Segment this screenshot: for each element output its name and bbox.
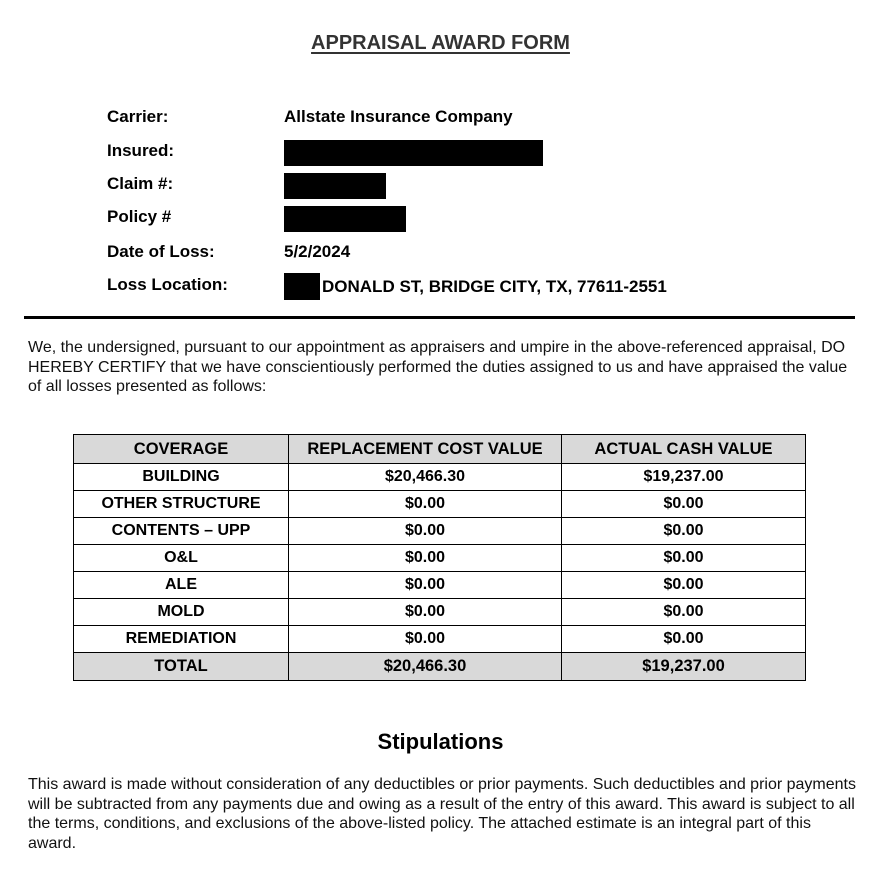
- coverage-cell: OTHER STRUCTURE: [74, 491, 289, 518]
- certify-paragraph: We, the undersigned, pursuant to our appointment as appraisers and umpire in the above-referenced appraisal, DO HEREBY CERTIFY that we have conscientiously performed the duties assigned to us and have appraised the value of all losses presented as follows:: [28, 339, 848, 395]
- location-redaction: [284, 273, 320, 300]
- date-label: Date of Loss:: [107, 242, 215, 261]
- table-header-row: [74, 435, 806, 464]
- insured-row: [107, 140, 807, 164]
- rcv-cell: $0.00: [289, 545, 562, 572]
- location-row: [107, 274, 807, 298]
- coverage-cell: MOLD: [74, 599, 289, 626]
- total-rcv-cell: $20,466.30: [289, 653, 562, 681]
- insured-label: Insured:: [107, 141, 175, 160]
- carrier-row: [107, 106, 807, 130]
- header-acv: ACTUAL CASH VALUE: [562, 435, 806, 464]
- policy-row: [107, 206, 807, 230]
- acv-cell: $19,237.00: [562, 464, 806, 491]
- stipulations-paragraph: This award is made without consideration of any deductibles or prior payments. Such deductibles and prior payments will be subtracted from any payments due and owing as a result of the entry of this award. This award is subject to all the terms, conditions, and exclusions of the above-listed policy. The attached estimate is an integral part of this award.: [28, 776, 856, 852]
- rcv-cell: $0.00: [289, 491, 562, 518]
- rcv-cell: $0.00: [289, 599, 562, 626]
- policy-label: Policy #: [107, 207, 172, 226]
- table-row: [74, 464, 806, 491]
- stipulations-heading: Stipulations: [377, 729, 504, 754]
- table-row: [74, 491, 806, 518]
- acv-cell: $0.00: [562, 545, 806, 572]
- carrier-label: Carrier:: [107, 107, 169, 126]
- coverage-cell: REMEDIATION: [74, 626, 289, 653]
- page-title: APPRAISAL AWARD FORM: [311, 32, 570, 54]
- claim-label: Claim #:: [107, 174, 174, 193]
- location-value: DONALD ST, BRIDGE CITY, TX, 77611-2551: [322, 276, 667, 296]
- table-row: [74, 599, 806, 626]
- insured-redaction: [284, 140, 543, 166]
- coverage-cell: CONTENTS – UPP: [74, 518, 289, 545]
- rcv-cell: $0.00: [289, 572, 562, 599]
- coverage-cell: BUILDING: [74, 464, 289, 491]
- acv-cell: $0.00: [562, 572, 806, 599]
- location-label: Loss Location:: [107, 275, 228, 294]
- header-coverage: COVERAGE: [74, 435, 289, 464]
- rcv-cell: $0.00: [289, 518, 562, 545]
- acv-cell: $0.00: [562, 626, 806, 653]
- date-value: 5/2/2024: [284, 242, 351, 261]
- coverage-cell: O&L: [74, 545, 289, 572]
- acv-cell: $0.00: [562, 491, 806, 518]
- carrier-value: Allstate Insurance Company: [284, 107, 513, 126]
- claim-redaction: [284, 173, 386, 199]
- table-total-row: [74, 653, 806, 681]
- coverage-cell: ALE: [74, 572, 289, 599]
- award-table: [73, 434, 806, 681]
- header-rcv: REPLACEMENT COST VALUE: [289, 435, 562, 464]
- acv-cell: $0.00: [562, 518, 806, 545]
- divider: [24, 316, 855, 319]
- claim-row: [107, 173, 807, 197]
- table-row: [74, 545, 806, 572]
- rcv-cell: $20,466.30: [289, 464, 562, 491]
- date-row: [107, 241, 807, 265]
- table-row: [74, 572, 806, 599]
- total-acv-cell: $19,237.00: [562, 653, 806, 681]
- table-row: [74, 518, 806, 545]
- total-label-cell: TOTAL: [74, 653, 289, 681]
- acv-cell: $0.00: [562, 599, 806, 626]
- location-value-wrap: [284, 274, 667, 301]
- policy-redaction: [284, 206, 406, 232]
- rcv-cell: $0.00: [289, 626, 562, 653]
- table-row: [74, 626, 806, 653]
